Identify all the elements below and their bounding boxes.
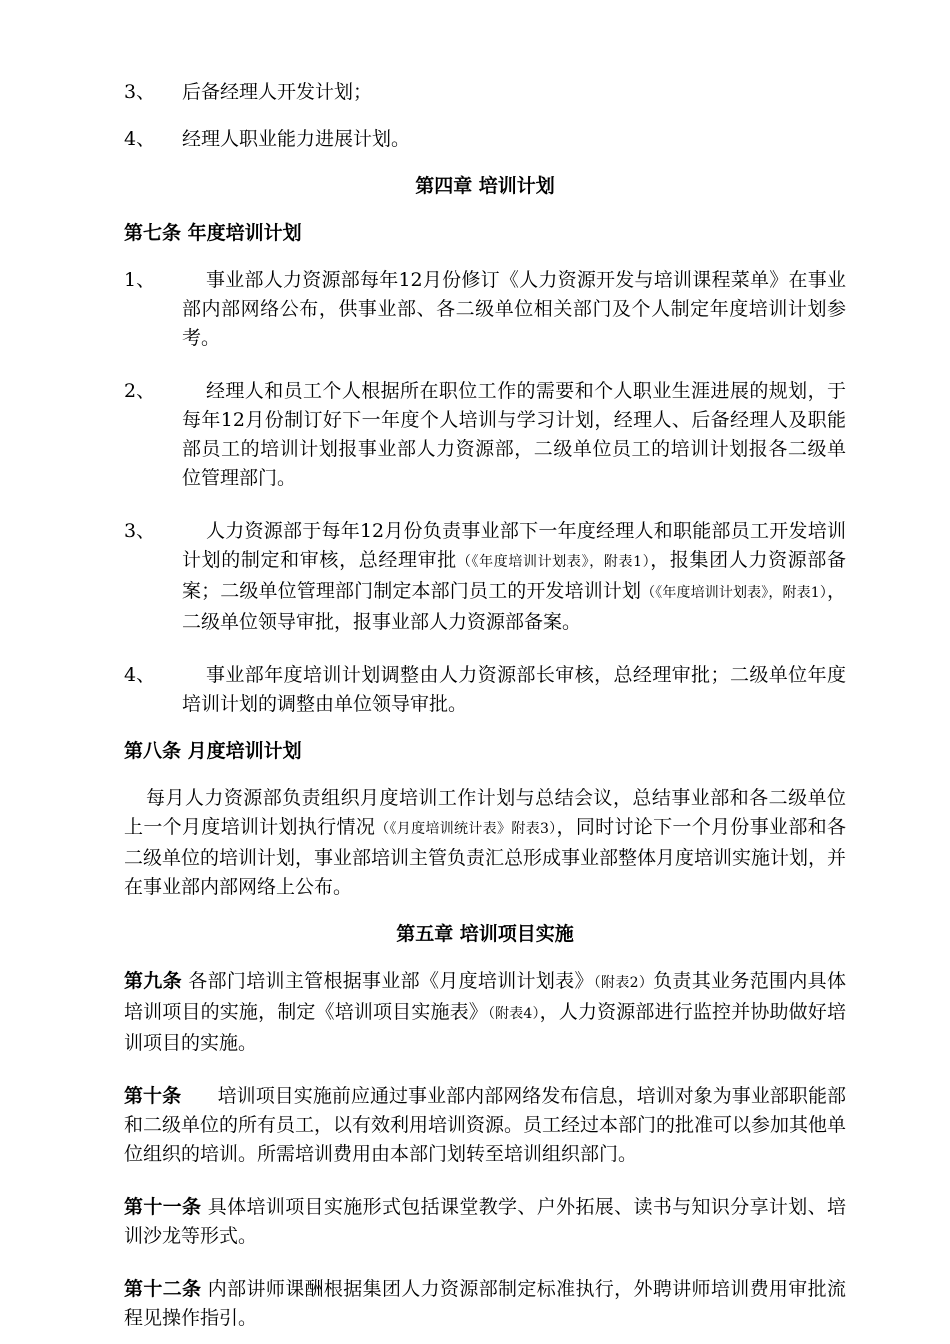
chapter-heading: 第四章 培训计划 <box>415 175 555 197</box>
text-segment: 各部门培训主管根据事业部《月度培训计划表》 <box>181 970 594 992</box>
list-item <box>124 661 846 719</box>
article-label: 第十一条 <box>124 1196 202 1218</box>
paragraph <box>124 784 846 902</box>
list-number: 2、 <box>124 380 156 402</box>
list-text <box>148 517 846 637</box>
text-segment: 人力资源部于每年12月份负责事业部下一年度经理人和职能部员工开发培训计划的制定和审核，总经理审批 <box>182 520 846 571</box>
article-label: 第九条 <box>124 970 182 992</box>
text-segment: ，人力资源部进行监控并协助做好培训项目的实施。 <box>124 1001 846 1054</box>
list-item <box>124 517 846 637</box>
reference-note: （附表4） <box>487 1006 540 1022</box>
text-segment: 每月人力资源部负责组织月度培训工作计划与总结会议，总结事业部和各二级单位上一个月度培训计划执行情况 <box>124 787 846 838</box>
list-number: 3、 <box>124 81 156 103</box>
list-item <box>124 125 846 154</box>
chapter-heading: 第五章 培训项目实施 <box>396 923 574 945</box>
list-text: 后备经理人开发计划； <box>182 81 373 103</box>
list-item <box>124 78 846 107</box>
paragraph <box>124 1082 846 1169</box>
list-text: 事业部人力资源部每年12月份修订《人力资源开发与培训课程菜单》在事业部内部网络公布，供事业部、各二级单位相关部门及个人制定年度培训计划参考。 <box>182 269 846 349</box>
text-segment: ，同时讨论下一个月份事业部和各二级单位的培训计划，事业部培训主管负责汇总形成事业部整体月度培训实施计划，并在事业部内部网络上公布。 <box>124 816 847 898</box>
text-segment: 负责其业务范围内具体培训项目的实施，制定《培训项目实施表》 <box>124 970 846 1023</box>
paragraph <box>124 967 846 1058</box>
list-text: 经理人和员工个人根据所在职位工作的需要和个人职业生涯进展的规划，于每年12月份制订好下一年度个人培训与学习计划，经理人、后备经理人及职能部员工的培训计划报事业部人力资源部，二级单位员工的培训计划报各二级单位管理部门。 <box>182 380 846 489</box>
document-page <box>124 78 846 1333</box>
reference-note: （《年度培训计划表》，附表1） <box>641 585 827 601</box>
list-number: 1、 <box>124 269 156 291</box>
text-segment: 内部讲师课酬根据集团人力资源部制定标准执行，外聘讲师培训费用审批流程见操作指引。 <box>124 1278 846 1329</box>
article-heading: 第八条 月度培训计划 <box>124 740 302 762</box>
list-number: 4、 <box>124 128 156 150</box>
list-text: 经理人职业能力进展计划。 <box>182 128 411 150</box>
reference-note: （《年度培训计划表》，附表1） <box>456 554 651 570</box>
article-heading: 第七条 年度培训计划 <box>124 222 302 244</box>
paragraph <box>124 1193 846 1251</box>
reference-note: （《月度培训统计表》附表3） <box>375 821 557 837</box>
text-segment: ，二级单位领导审批，报事业部人力资源部备案。 <box>182 580 846 633</box>
reference-note: （附表2） <box>593 975 654 991</box>
text-segment: ，报集团人力资源部备案；二级单位管理部门制定本部门员工的开发培训计划 <box>182 549 846 602</box>
list-item <box>124 377 846 493</box>
list-number: 4、 <box>124 664 156 686</box>
list-text: 事业部年度培训计划调整由人力资源部长审核，总经理审批；二级单位年度培训计划的调整由单位领导审批。 <box>182 664 846 715</box>
paragraph <box>124 1275 846 1333</box>
article-label: 第十条 <box>124 1085 182 1107</box>
text-segment: 培训项目实施前应通过事业部内部网络发布信息，培训对象为事业部职能部和二级单位的所有员工，以有效利用培训资源。员工经过本部门的批准可以参加其他单位组织的培训。所需培训费用由本部门划转至培训组织部门。 <box>124 1085 847 1165</box>
article-label: 第十二条 <box>124 1278 202 1300</box>
text-segment: 具体培训项目实施形式包括课堂教学、户外拓展、读书与知识分享计划、培训沙龙等形式。 <box>124 1196 846 1247</box>
list-item <box>124 266 846 353</box>
list-number: 3、 <box>124 520 156 542</box>
